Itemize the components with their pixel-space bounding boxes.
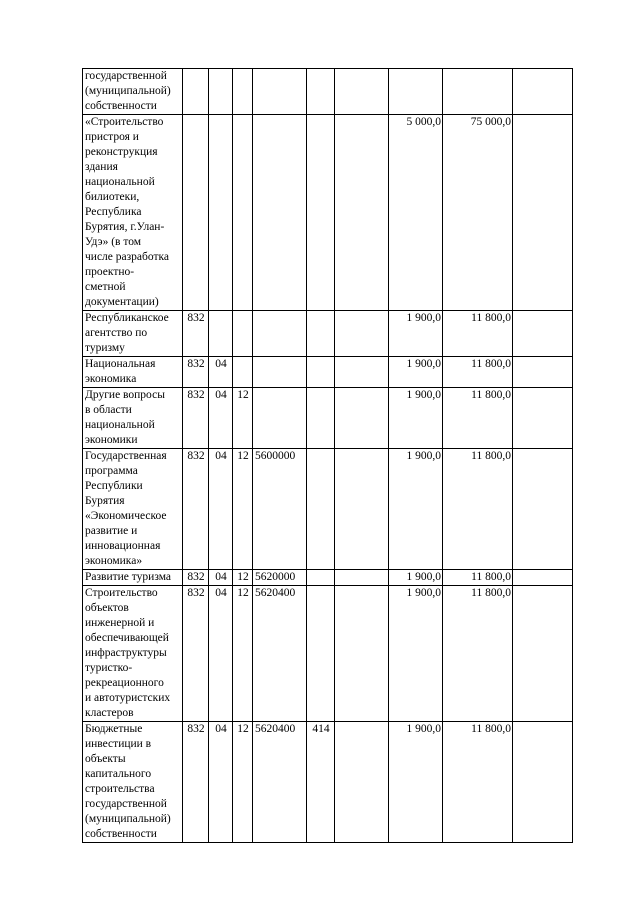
amount-cell-1 (335, 357, 389, 388)
target-item-code-cell: 5620400 (253, 722, 307, 843)
subsection-code-cell: 12 (233, 722, 253, 843)
target-item-code-cell (253, 115, 307, 311)
section-code-cell: 04 (209, 388, 233, 449)
amount-cell-1 (335, 722, 389, 843)
amount-cell-3: 11 800,0 (443, 570, 513, 586)
amount-cell-4 (513, 69, 573, 115)
item-name-cell: Республиканское агентство по туризму (83, 311, 183, 357)
amount-cell-4 (513, 311, 573, 357)
subsection-code-cell: 12 (233, 586, 253, 722)
table-row (83, 357, 573, 388)
amount-cell-2: 1 900,0 (389, 449, 443, 570)
expense-type-code-cell (307, 586, 335, 722)
grbs-code-cell: 832 (183, 388, 209, 449)
amount-cell-3: 11 800,0 (443, 311, 513, 357)
subsection-code-cell (233, 311, 253, 357)
section-code-cell: 04 (209, 449, 233, 570)
target-item-code-cell: 5600000 (253, 449, 307, 570)
expense-type-code-cell (307, 311, 335, 357)
target-item-code-cell: 5620000 (253, 570, 307, 586)
expense-type-code-cell: 414 (307, 722, 335, 843)
expense-type-code-cell (307, 115, 335, 311)
target-item-code-cell: 5620400 (253, 586, 307, 722)
table-row (83, 722, 573, 843)
amount-cell-4 (513, 357, 573, 388)
amount-cell-3: 11 800,0 (443, 357, 513, 388)
grbs-code-cell: 832 (183, 311, 209, 357)
subsection-code-cell: 12 (233, 570, 253, 586)
table-row (83, 69, 573, 115)
amount-cell-4 (513, 388, 573, 449)
table-row (83, 570, 573, 586)
item-name-cell: Государственная программа Республики Бурятия «Экономическое развитие и инновационная экономика» (83, 449, 183, 570)
item-name-cell: Другие вопросы в области национальной экономики (83, 388, 183, 449)
expense-type-code-cell (307, 69, 335, 115)
budget-table-body (83, 69, 573, 843)
amount-cell-1 (335, 388, 389, 449)
item-name-cell: «Строительство пристроя и реконструкция здания национальной билиотеки, Республика Бурятия, г.Улан- Удэ» (в том числе разработка проектно- сметной документации) (83, 115, 183, 311)
section-code-cell: 04 (209, 357, 233, 388)
amount-cell-2: 1 900,0 (389, 388, 443, 449)
amount-cell-4 (513, 115, 573, 311)
budget-table (82, 68, 573, 843)
amount-cell-2: 1 900,0 (389, 570, 443, 586)
amount-cell-2: 1 900,0 (389, 586, 443, 722)
section-code-cell (209, 311, 233, 357)
amount-cell-1 (335, 570, 389, 586)
amount-cell-1 (335, 115, 389, 311)
grbs-code-cell: 832 (183, 357, 209, 388)
grbs-code-cell: 832 (183, 722, 209, 843)
subsection-code-cell: 12 (233, 449, 253, 570)
item-name-cell: Строительство объектов инженерной и обеспечивающей инфраструктуры туристко- рекреационного и автотуристских кластеров (83, 586, 183, 722)
expense-type-code-cell (307, 570, 335, 586)
target-item-code-cell (253, 357, 307, 388)
section-code-cell: 04 (209, 586, 233, 722)
amount-cell-4 (513, 570, 573, 586)
table-row (83, 388, 573, 449)
amount-cell-3 (443, 69, 513, 115)
subsection-code-cell (233, 115, 253, 311)
item-name-cell: Развитие туризма (83, 570, 183, 586)
expense-type-code-cell (307, 449, 335, 570)
amount-cell-1 (335, 449, 389, 570)
target-item-code-cell (253, 311, 307, 357)
amount-cell-3: 75 000,0 (443, 115, 513, 311)
item-name-cell: Бюджетные инвестиции в объекты капитального строительства государственной (муниципальной) собственности (83, 722, 183, 843)
amount-cell-1 (335, 311, 389, 357)
section-code-cell: 04 (209, 570, 233, 586)
section-code-cell (209, 69, 233, 115)
amount-cell-4 (513, 586, 573, 722)
table-row (83, 449, 573, 570)
subsection-code-cell (233, 69, 253, 115)
grbs-code-cell (183, 69, 209, 115)
table-row (83, 115, 573, 311)
amount-cell-4 (513, 722, 573, 843)
section-code-cell: 04 (209, 722, 233, 843)
expense-type-code-cell (307, 357, 335, 388)
amount-cell-2: 1 900,0 (389, 311, 443, 357)
subsection-code-cell: 12 (233, 388, 253, 449)
grbs-code-cell (183, 115, 209, 311)
amount-cell-1 (335, 69, 389, 115)
amount-cell-3: 11 800,0 (443, 586, 513, 722)
section-code-cell (209, 115, 233, 311)
table-row (83, 586, 573, 722)
amount-cell-3: 11 800,0 (443, 388, 513, 449)
table-row (83, 311, 573, 357)
item-name-cell: государственной (муниципальной) собственности (83, 69, 183, 115)
item-name-cell: Национальная экономика (83, 357, 183, 388)
subsection-code-cell (233, 357, 253, 388)
amount-cell-4 (513, 449, 573, 570)
amount-cell-2 (389, 69, 443, 115)
grbs-code-cell: 832 (183, 449, 209, 570)
amount-cell-2: 1 900,0 (389, 357, 443, 388)
amount-cell-1 (335, 586, 389, 722)
expense-type-code-cell (307, 388, 335, 449)
amount-cell-2: 1 900,0 (389, 722, 443, 843)
target-item-code-cell (253, 388, 307, 449)
amount-cell-3: 11 800,0 (443, 449, 513, 570)
grbs-code-cell: 832 (183, 570, 209, 586)
grbs-code-cell: 832 (183, 586, 209, 722)
target-item-code-cell (253, 69, 307, 115)
amount-cell-2: 5 000,0 (389, 115, 443, 311)
amount-cell-3: 11 800,0 (443, 722, 513, 843)
